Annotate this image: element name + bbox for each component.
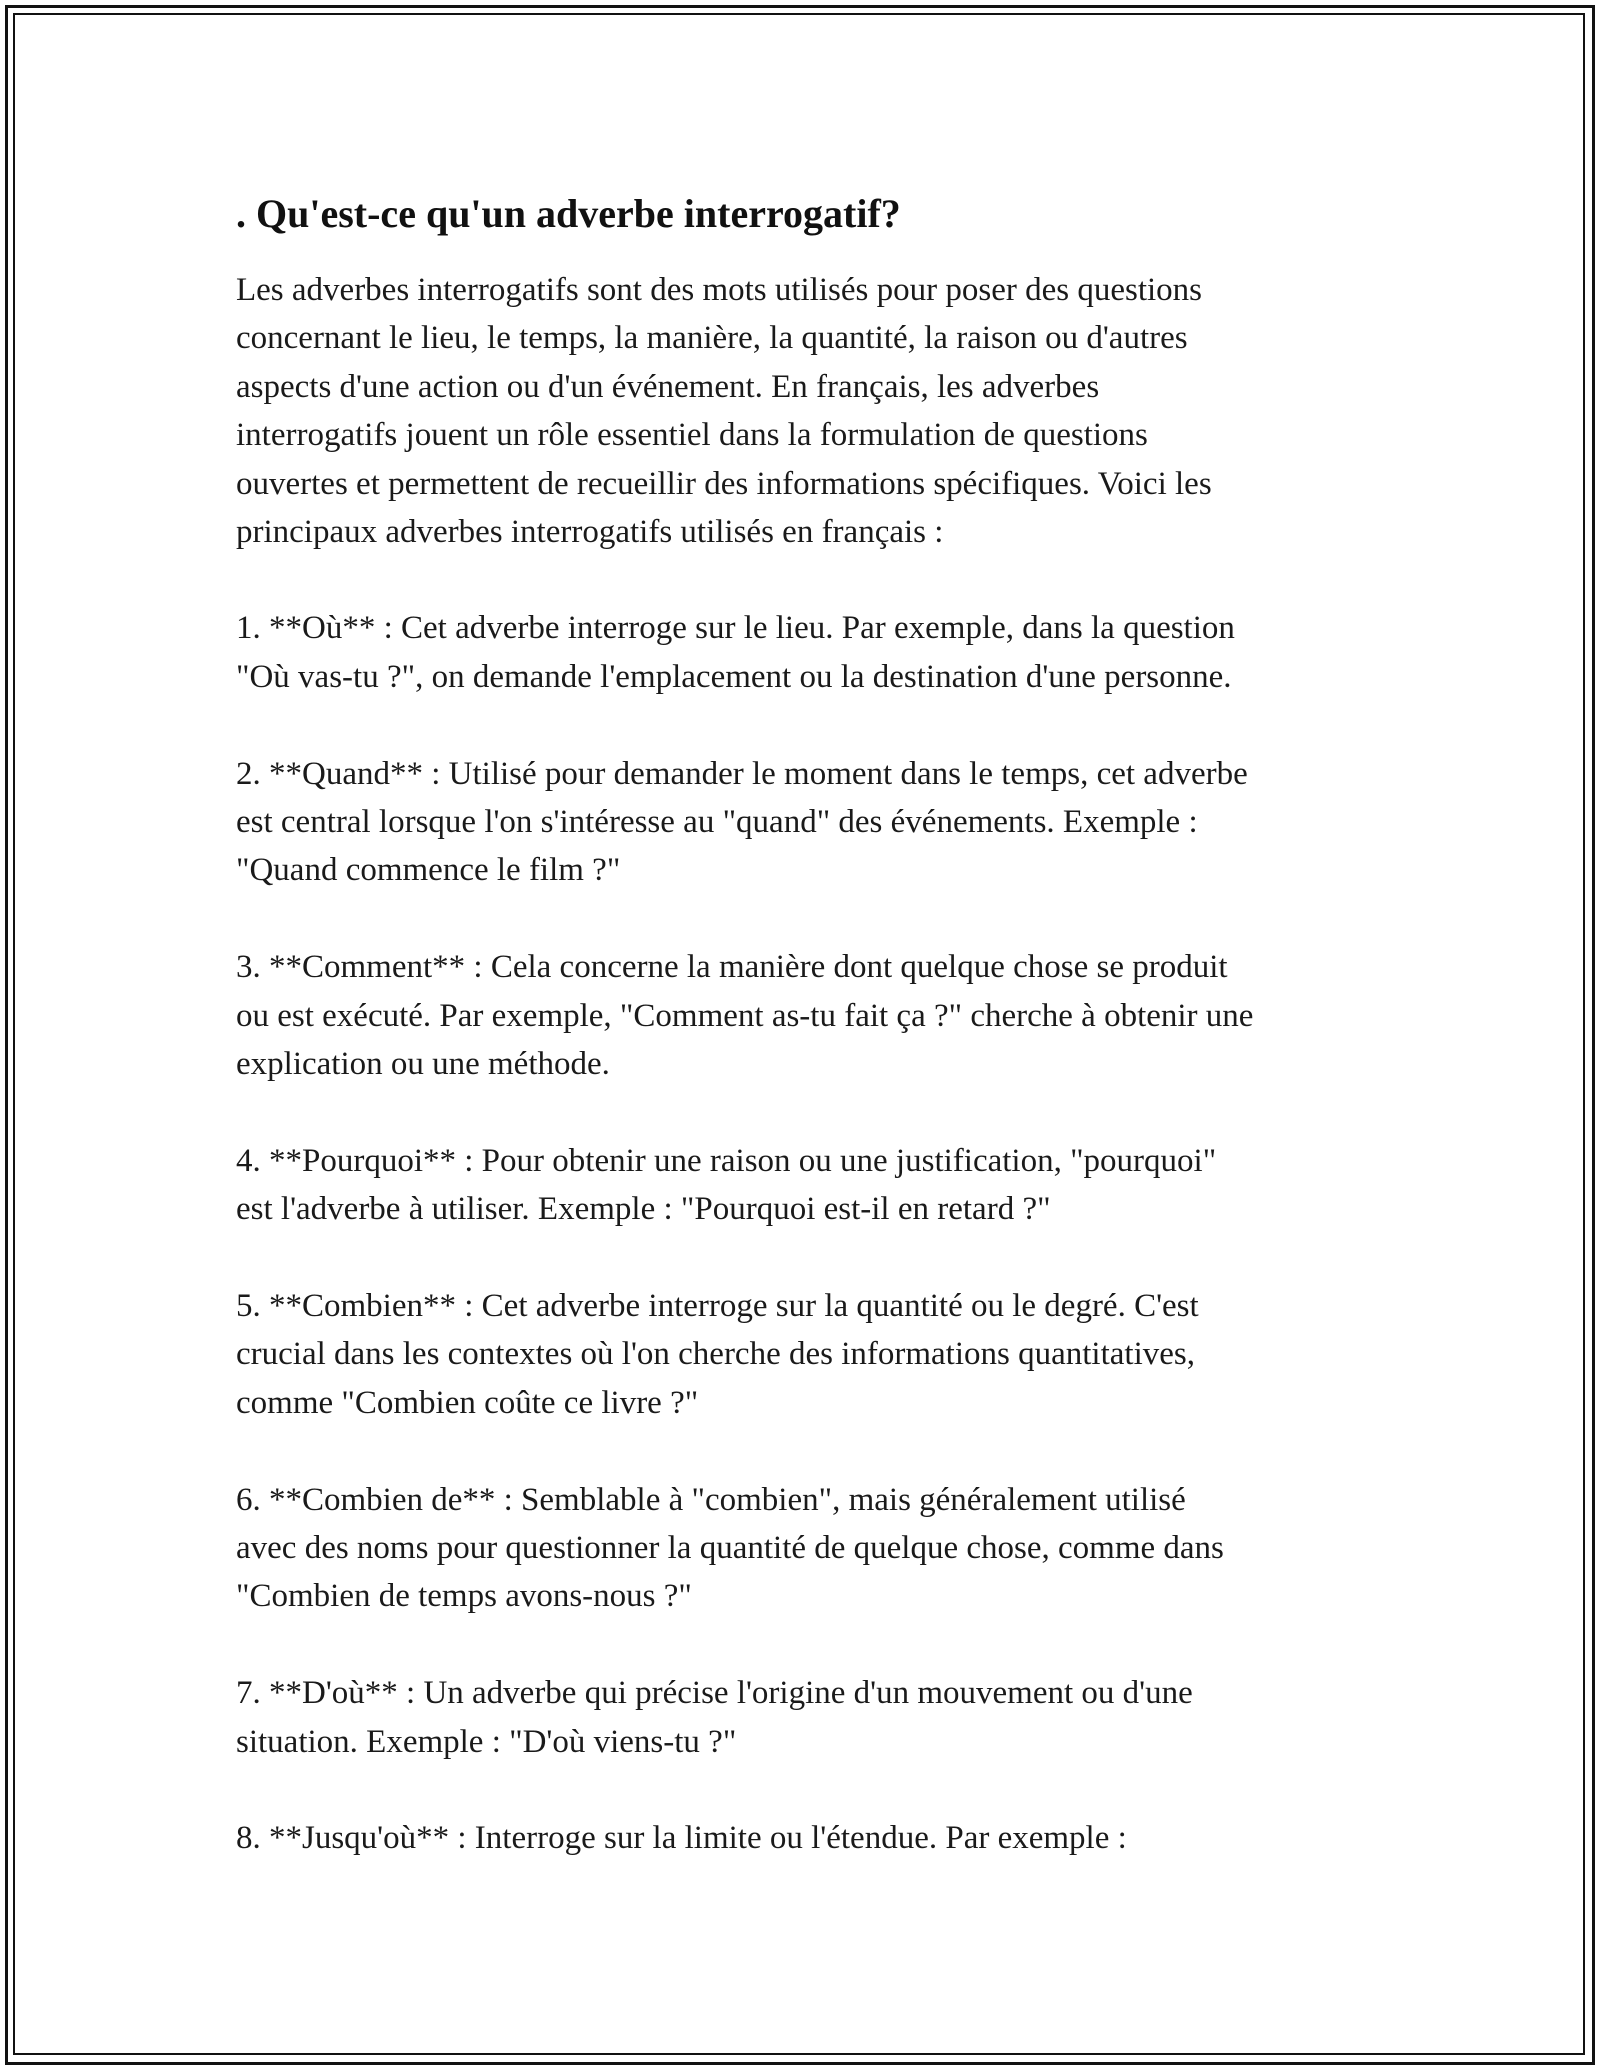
list-item-quand (236, 750, 1376, 895)
list-item-line: "Où vas-tu ?", on demande l'emplacement ou la destination d'une personne. (236, 658, 1232, 695)
page-title: . Qu'est-ce qu'un adverbe interrogatif? (236, 191, 901, 236)
list-item-line: 5. **Combien** : Cet adverbe interroge sur la quantité ou le degré. C'est (236, 1288, 1199, 1325)
list-item-line: est l'adverbe à utiliser. Exemple : "Pourquoi est-il en retard ?" (236, 1191, 1051, 1228)
list-item-line: avec des noms pour questionner la quantité de quelque chose, comme dans (236, 1530, 1224, 1567)
list-item-line: comme "Combien coûte ce livre ?" (236, 1384, 699, 1421)
list-item-line: 1. **Où** : Cet adverbe interroge sur le lieu. Par exemple, dans la question (236, 610, 1235, 647)
list-item-d-ou (236, 1669, 1376, 1766)
list-item-comment (236, 943, 1376, 1088)
intro-line: concernant le lieu, le temps, la manière, la quantité, la raison ou d'autres (236, 320, 1188, 357)
list-item-combien-de (236, 1476, 1376, 1621)
intro-line: aspects d'une action ou d'un événement. En français, les adverbes (236, 368, 1100, 405)
list-item-combien (236, 1282, 1376, 1427)
list-item-line: est central lorsque l'on s'intéresse au "quand" des événements. Exemple : (236, 804, 1198, 841)
list-item-line: 6. **Combien de** : Semblable à "combien", mais généralement utilisé (236, 1481, 1186, 1518)
list-item-ou (236, 604, 1376, 701)
intro-line: ouvertes et permettent de recueillir des informations spécifiques. Voici les (236, 465, 1212, 502)
list-item-jusqu-ou (236, 1814, 1376, 1862)
list-item-line: 8. **Jusqu'où** : Interroge sur la limite ou l'étendue. Par exemple : (236, 1820, 1127, 1857)
list-item-line: explication ou une méthode. (236, 1046, 610, 1083)
list-item-line: 4. **Pourquoi** : Pour obtenir une raison ou une justification, "pourquoi" (236, 1142, 1217, 1179)
list-item-line: ou est exécuté. Par exemple, "Comment as-tu fait ça ?" cherche à obtenir une (236, 997, 1254, 1034)
list-item-pourquoi (236, 1137, 1376, 1234)
list-item-line: "Combien de temps avons-nous ?" (236, 1578, 692, 1615)
intro-line: Les adverbes interrogatifs sont des mots utilisés pour poser des questions (236, 272, 1203, 308)
list-item-line: 7. **D'où** : Un adverbe qui précise l'origine d'un mouvement ou d'une (236, 1675, 1193, 1712)
list-item-line: 3. **Comment** : Cela concerne la manière dont quelque chose se produit (236, 949, 1228, 986)
list-item-line: situation. Exemple : "D'où viens-tu ?" (236, 1723, 737, 1760)
list-item-line: crucial dans les contextes où l'on cherche des informations quantitatives, (236, 1336, 1195, 1373)
intro-line: interrogatifs jouent un rôle essentiel dans la formulation de questions (236, 417, 1148, 454)
intro-paragraph (236, 266, 1376, 556)
intro-line: principaux adverbes interrogatifs utilisés en français : (236, 514, 944, 551)
document-body (236, 182, 1376, 1911)
list-item-line: "Quand commence le film ?" (236, 852, 621, 889)
list-item-line: 2. **Quand** : Utilisé pour demander le moment dans le temps, cet adverbe (236, 755, 1248, 792)
